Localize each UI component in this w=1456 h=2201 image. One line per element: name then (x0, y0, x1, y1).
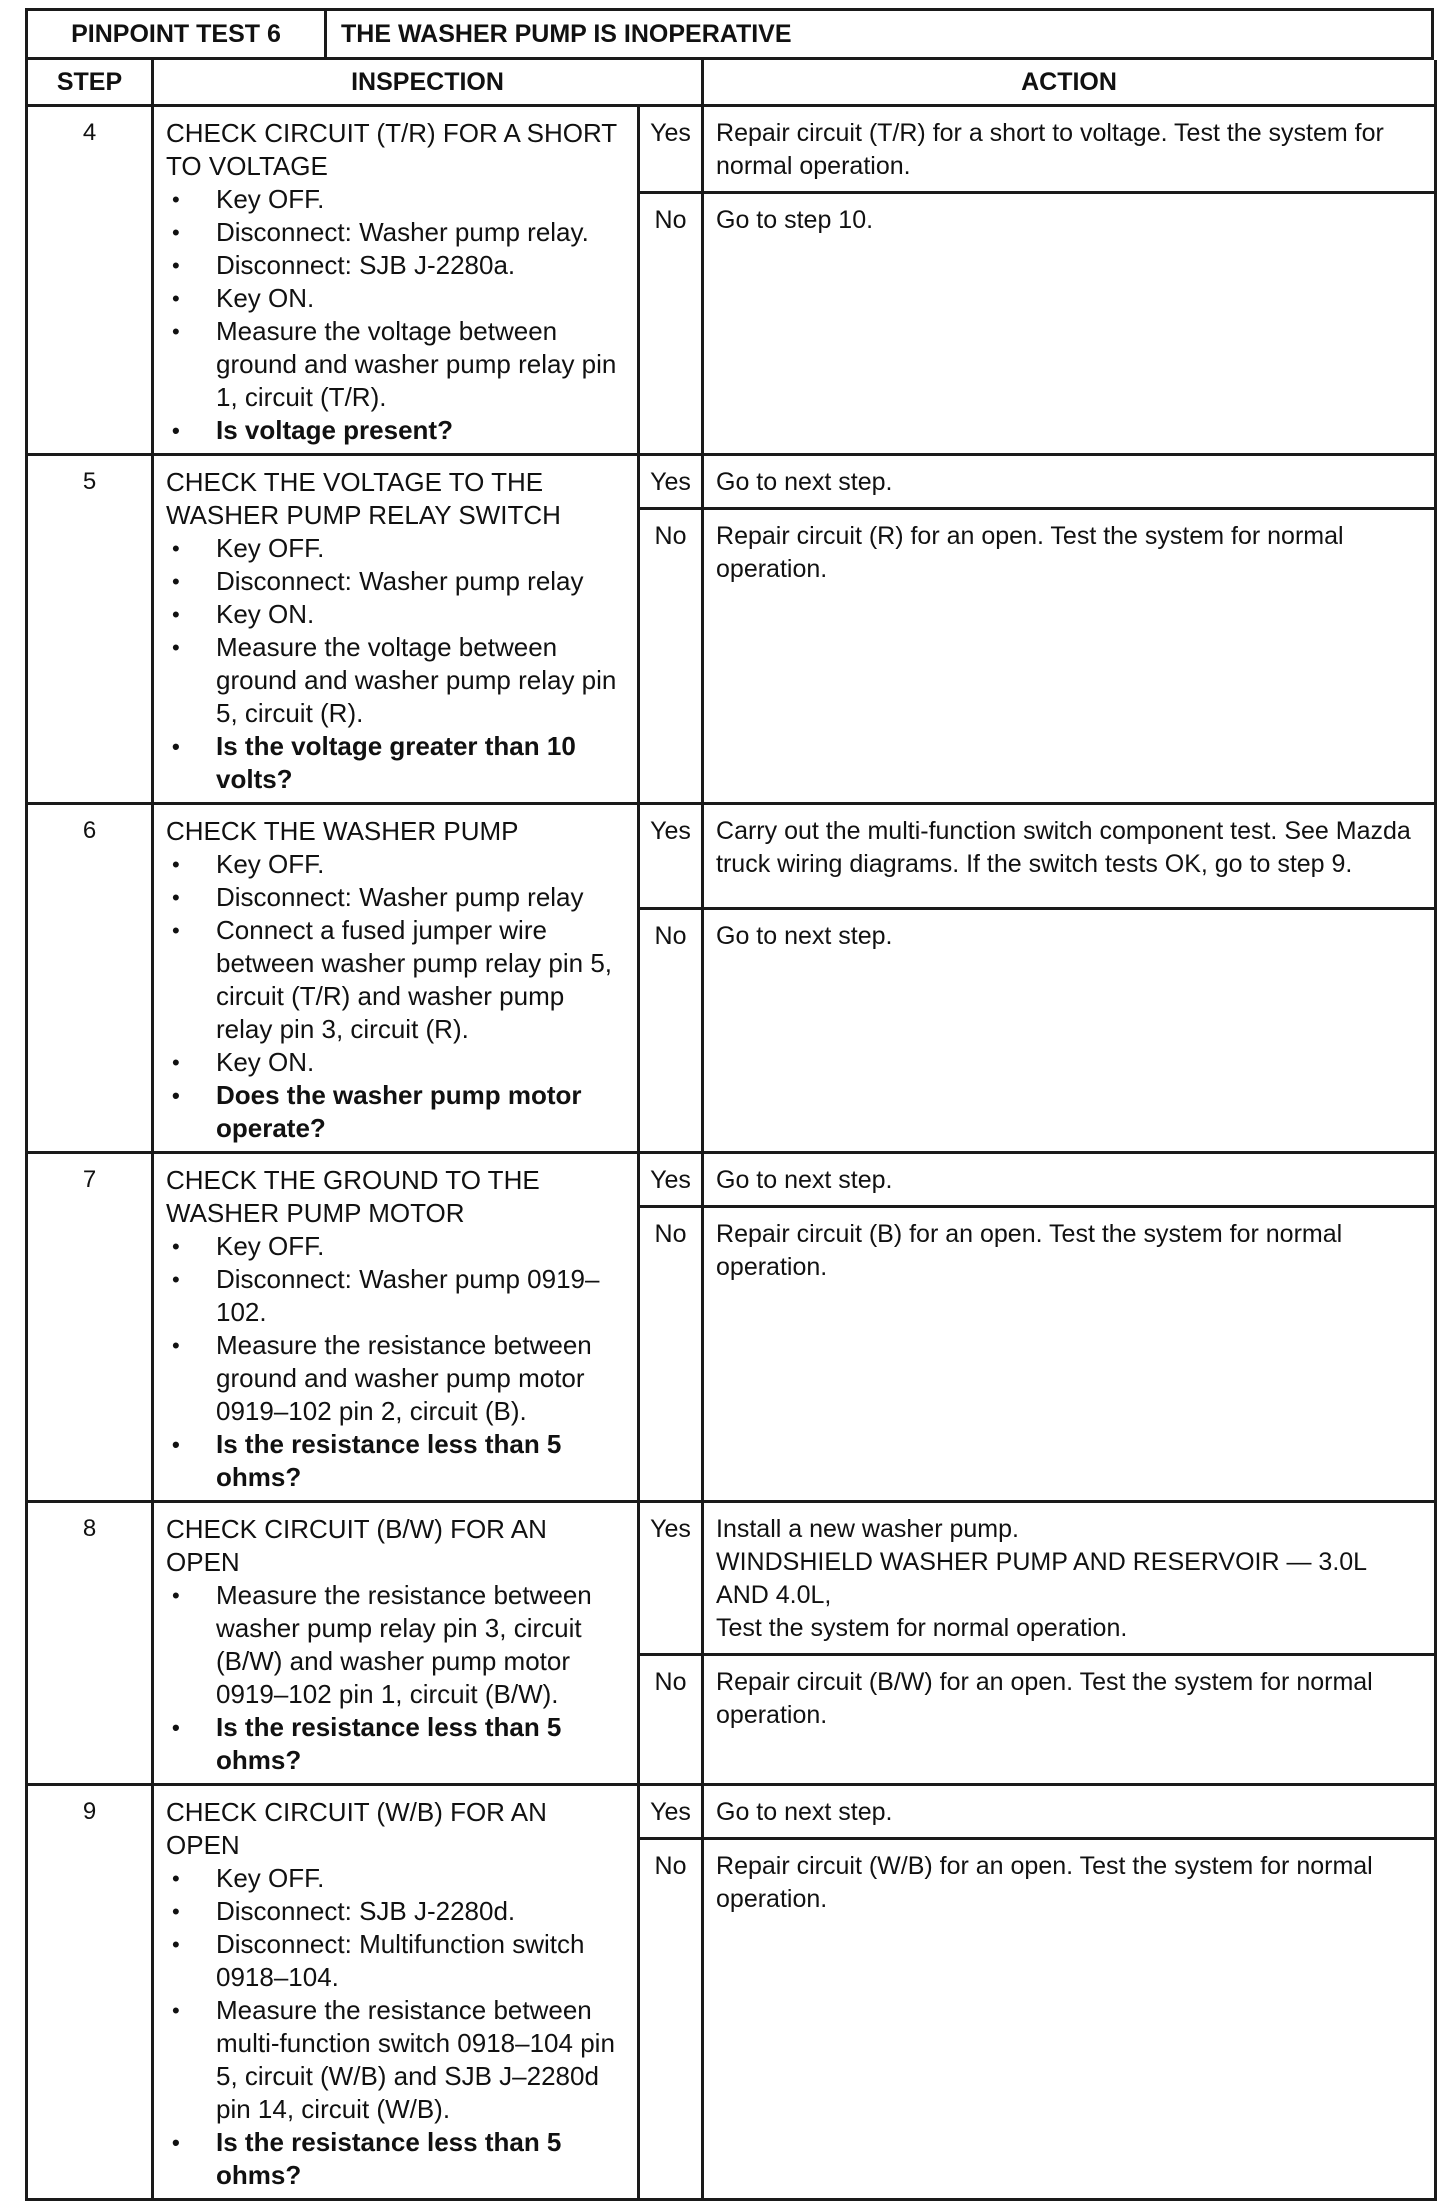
inspection-item: • Disconnect: Multifunction switch 0918–104. (166, 1928, 625, 1994)
yes-action: Go to next step. (703, 1153, 1436, 1207)
no-action: Repair circuit (W/B) for an open. Test the system for normal operation. (703, 1839, 1436, 2200)
inspection-list (166, 532, 625, 796)
inspection-list (166, 183, 625, 447)
inspection-item: • Key ON. (166, 282, 625, 315)
inspection-item: • Disconnect: Washer pump 0919–102. (166, 1263, 625, 1329)
yes-label: Yes (639, 1785, 703, 1839)
inspection-title: CHECK THE GROUND TO THE WASHER PUMP MOTOR (166, 1165, 540, 1228)
no-action: Go to step 10. (703, 193, 1436, 455)
column-header-action: ACTION (703, 60, 1436, 106)
yes-action: Carry out the multi-function switch component test. See Mazda truck wiring diagrams. If the switch tests OK, go to step 9. (703, 804, 1436, 909)
step-number: 5 (27, 455, 153, 804)
no-action: Repair circuit (B/W) for an open. Test the system for normal operation. (703, 1655, 1436, 1785)
table-header-row (27, 60, 1436, 106)
inspection-question: • Is the resistance less than 5 ohms? (166, 2126, 625, 2192)
inspection-question: • Is voltage present? (166, 414, 625, 447)
inspection-item: • Key OFF. (166, 183, 625, 216)
yes-label: Yes (639, 1153, 703, 1207)
inspection-cell (153, 455, 639, 804)
column-header-inspection: INSPECTION (153, 60, 703, 106)
inspection-item: • Disconnect: SJB J-2280d. (166, 1895, 625, 1928)
test-label: PINPOINT TEST 6 (27, 10, 326, 59)
inspection-list (166, 1230, 625, 1494)
inspection-title: CHECK CIRCUIT (T/R) FOR A SHORT TO VOLTAGE (166, 118, 617, 181)
step-row (27, 1153, 1436, 1207)
inspection-item: • Measure the resistance between multi-function switch 0918–104 pin 5, circuit (W/B) and SJB J–2280d pin 14, circuit (W/B). (166, 1994, 625, 2126)
inspection-cell (153, 804, 639, 1153)
no-label: No (639, 1655, 703, 1785)
no-label: No (639, 193, 703, 455)
pinpoint-test-table (25, 60, 1437, 2201)
inspection-title: CHECK THE WASHER PUMP (166, 816, 519, 846)
inspection-item: • Key OFF. (166, 848, 625, 881)
no-label: No (639, 909, 703, 1153)
yes-action-line: WINDSHIELD WASHER PUMP AND RESERVOIR — 3.0L AND 4.0L, (716, 1548, 1367, 1609)
step-number: 9 (27, 1785, 153, 2200)
no-action: Go to next step. (703, 909, 1436, 1153)
inspection-item: • Key ON. (166, 598, 625, 631)
inspection-item: • Connect a fused jumper wire between washer pump relay pin 5, circuit (T/R) and washer pump relay pin 3, circuit (R). (166, 914, 625, 1046)
test-title-bar (25, 8, 1434, 60)
step-number: 4 (27, 106, 153, 455)
no-label: No (639, 1839, 703, 2200)
pinpoint-test-page (25, 8, 1434, 2201)
step-row (27, 106, 1436, 193)
step-number: 8 (27, 1502, 153, 1785)
no-action: Repair circuit (B) for an open. Test the system for normal operation. (703, 1207, 1436, 1502)
yes-action: Repair circuit (T/R) for a short to voltage. Test the system for normal operation. (703, 106, 1436, 193)
inspection-item: • Key OFF. (166, 1862, 625, 1895)
yes-action-line: Install a new washer pump. (716, 1515, 1019, 1543)
inspection-title: CHECK THE VOLTAGE TO THE WASHER PUMP RELAY SWITCH (166, 467, 561, 530)
inspection-item: • Key ON. (166, 1046, 625, 1079)
column-header-step: STEP (27, 60, 153, 106)
inspection-item: • Disconnect: Washer pump relay (166, 565, 625, 598)
inspection-question: • Is the resistance less than 5 ohms? (166, 1711, 625, 1777)
test-title: THE WASHER PUMP IS INOPERATIVE (326, 10, 1433, 59)
step-row (27, 455, 1436, 509)
yes-label: Yes (639, 106, 703, 193)
inspection-item: • Measure the resistance between ground and washer pump motor 0919–102 pin 2, circuit (B). (166, 1329, 625, 1428)
inspection-cell (153, 1153, 639, 1502)
step-row (27, 1502, 1436, 1655)
yes-action (703, 1502, 1436, 1655)
inspection-item: • Key OFF. (166, 1230, 625, 1263)
inspection-question: • Is the voltage greater than 10 volts? (166, 730, 625, 796)
inspection-list (166, 848, 625, 1145)
no-action: Repair circuit (R) for an open. Test the system for normal operation. (703, 509, 1436, 804)
no-label: No (639, 1207, 703, 1502)
no-label: No (639, 509, 703, 804)
yes-action: Go to next step. (703, 1785, 1436, 1839)
inspection-item: • Disconnect: SJB J-2280a. (166, 249, 625, 282)
step-number: 6 (27, 804, 153, 1153)
inspection-item: • Disconnect: Washer pump relay (166, 881, 625, 914)
yes-action: Go to next step. (703, 455, 1436, 509)
inspection-item: • Measure the voltage between ground and washer pump relay pin 1, circuit (T/R). (166, 315, 625, 414)
step-row (27, 804, 1436, 909)
yes-action-line: Test the system for normal operation. (716, 1614, 1128, 1642)
step-number: 7 (27, 1153, 153, 1502)
inspection-item: • Disconnect: Washer pump relay. (166, 216, 625, 249)
yes-label: Yes (639, 1502, 703, 1655)
inspection-item: • Measure the voltage between ground and washer pump relay pin 5, circuit (R). (166, 631, 625, 730)
inspection-question: • Is the resistance less than 5 ohms? (166, 1428, 625, 1494)
inspection-cell (153, 1785, 639, 2200)
inspection-title: CHECK CIRCUIT (W/B) FOR AN OPEN (166, 1797, 547, 1860)
inspection-cell (153, 106, 639, 455)
inspection-list (166, 1862, 625, 2192)
yes-label: Yes (639, 804, 703, 909)
yes-label: Yes (639, 455, 703, 509)
inspection-item: • Key OFF. (166, 532, 625, 565)
inspection-cell (153, 1502, 639, 1785)
inspection-question: • Does the washer pump motor operate? (166, 1079, 625, 1145)
inspection-list (166, 1579, 625, 1777)
inspection-item: • Measure the resistance between washer pump relay pin 3, circuit (B/W) and washer pump motor 0919–102 pin 1, circuit (B/W). (166, 1579, 625, 1711)
step-row (27, 1785, 1436, 1839)
inspection-title: CHECK CIRCUIT (B/W) FOR AN OPEN (166, 1514, 547, 1577)
